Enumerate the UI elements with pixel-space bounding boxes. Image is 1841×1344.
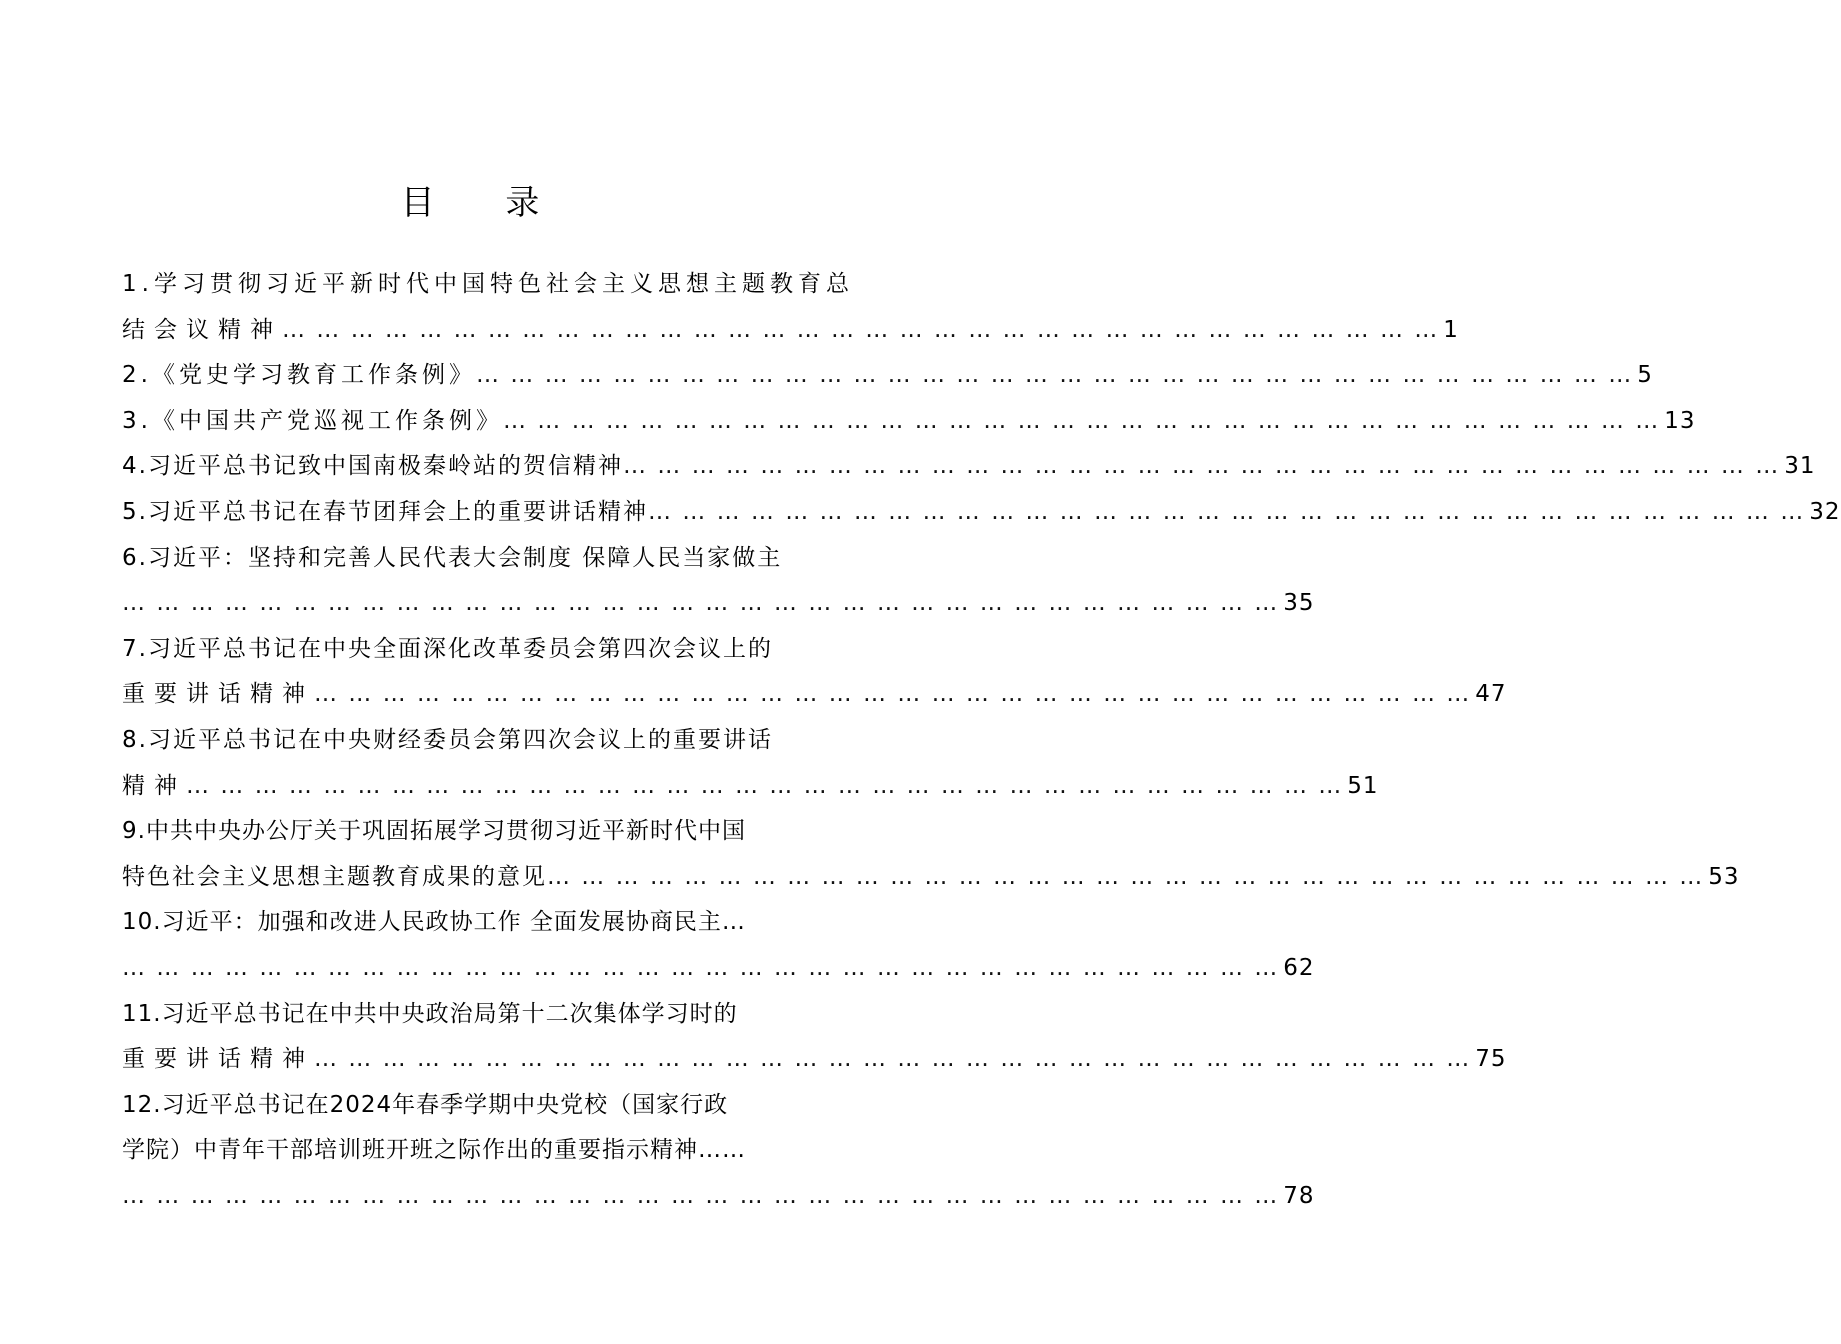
toc-entry-text: 4.习近平总书记致中国南极秦岭站的贺信精神 (122, 453, 623, 480)
dot-leader: … … … … … … … … … … … … … … … … … … … … … … … … … … … … … … … … … … (502, 407, 1661, 434)
dot-leader: … … … … … … … … … … … … … … … … … … … … … … … … … … … … … … … … … … (122, 1182, 1280, 1209)
dot-leader: … … … … … … … … … … … … … … … … … … … … … … … … … … … … … … … … … … (314, 1046, 1472, 1073)
toc-entry-text: 12.习近平总书记在2024年春季学期中央党校（国家行政 (122, 1091, 729, 1118)
toc-entry-11[interactable] (122, 992, 1507, 1083)
toc-entry-text: 10.习近平：加强和改进人民政协工作 全面发展协商民主… (122, 909, 746, 936)
toc-entry-text: 结会议精神 (122, 316, 282, 343)
page-number: 75 (1475, 1046, 1507, 1073)
dot-leader: … … … … … … … … … … … … … … … … … … … … … … … … … … … … … … … … … … (122, 590, 1280, 617)
page-number: 31 (1784, 453, 1816, 480)
toc-entry-text: 学院）中青年干部培训班开班之际作出的重要指示精神…… (122, 1137, 746, 1164)
toc-entry-10[interactable] (122, 900, 1315, 991)
toc-entry-text: 特色社会主义思想主题教育成果的意见 (122, 863, 547, 890)
page-number: 35 (1283, 590, 1315, 617)
page-number: 62 (1283, 954, 1315, 981)
dot-leader: … … … … … … … … … … … … … … … … … … … … … … … … … … … … … … … … … … (475, 362, 1634, 389)
toc-entry-text: 9.中共中央办公厅关于巩固拓展学习贯彻习近平新时代中国 (122, 818, 746, 845)
toc-entry-text: 11.习近平总书记在中共中央政治局第十二次集体学习时的 (122, 1000, 738, 1027)
page-number: 5 (1637, 362, 1653, 389)
toc-entry-text: 1.学习贯彻习近平新时代中国特色社会主义思想主题教育总 (122, 271, 854, 297)
toc-entry-12[interactable] (122, 1083, 1315, 1220)
dot-leader: … … … … … … … … … … … … … … … … … … … … … … … … … … … … … … … … … … (282, 316, 1440, 343)
dot-leader: … … … … … … … … … … … … … … … … … … … … … … … … … … … … … … … … … … (186, 772, 1344, 799)
toc-entry-2[interactable] (122, 353, 1653, 399)
toc-entry-text: 精神 (122, 772, 186, 799)
dot-leader: … … … … … … … … … … … … … … … … … … … … … … … … … … … … … … … … … … (622, 453, 1781, 480)
toc-entry-4[interactable] (122, 444, 1816, 490)
toc-entry-text: 8.习近平总书记在中央财经委员会第四次会议上的重要讲话 (122, 726, 773, 753)
toc-entry-text: 3.《中国共产党巡视工作条例》 (122, 407, 503, 434)
toc-entry-3[interactable] (122, 399, 1696, 445)
page-number: 47 (1475, 681, 1507, 708)
table-of-contents (122, 262, 1841, 1219)
toc-entry-text: 5.习近平总书记在春节团拜会上的重要讲话精神 (122, 498, 648, 525)
page-number: 13 (1664, 407, 1696, 434)
toc-entry-text: 重要讲话精神 (122, 681, 314, 708)
toc-entry-5[interactable] (122, 490, 1841, 536)
page-number: 32 (1809, 498, 1841, 525)
toc-entry-1[interactable] (122, 262, 1459, 353)
toc-entry-text: 重要讲话精神 (122, 1046, 314, 1073)
dot-leader: … … … … … … … … … … … … … … … … … … … … … … … … … … … … … … … … … … (547, 863, 1705, 890)
page-number: 1 (1443, 316, 1459, 343)
page-number: 51 (1347, 772, 1379, 799)
dot-leader: … … … … … … … … … … … … … … … … … … … … … … … … … … … … … … … … … … (647, 498, 1806, 525)
page-number: 53 (1708, 863, 1740, 890)
toc-entry-text: 6.习近平：坚持和完善人民代表大会制度 保障人民当家做主 (122, 544, 783, 571)
toc-entry-6[interactable] (122, 536, 1315, 627)
toc-entry-9[interactable] (122, 809, 1740, 900)
dot-leader: … … … … … … … … … … … … … … … … … … … … … … … … … … … … … … … … … … (314, 681, 1472, 708)
page-number: 78 (1283, 1182, 1315, 1209)
toc-entry-8[interactable] (122, 718, 1379, 809)
dot-leader: … … … … … … … … … … … … … … … … … … … … … … … … … … … … … … … … … … (122, 954, 1280, 981)
toc-entry-7[interactable] (122, 627, 1507, 718)
toc-entry-text: 2.《党史学习教育工作条例》 (122, 362, 476, 389)
page-title: 目 录 (400, 183, 570, 223)
toc-entry-text: 7.习近平总书记在中央全面深化改革委员会第四次会议上的 (122, 635, 773, 662)
